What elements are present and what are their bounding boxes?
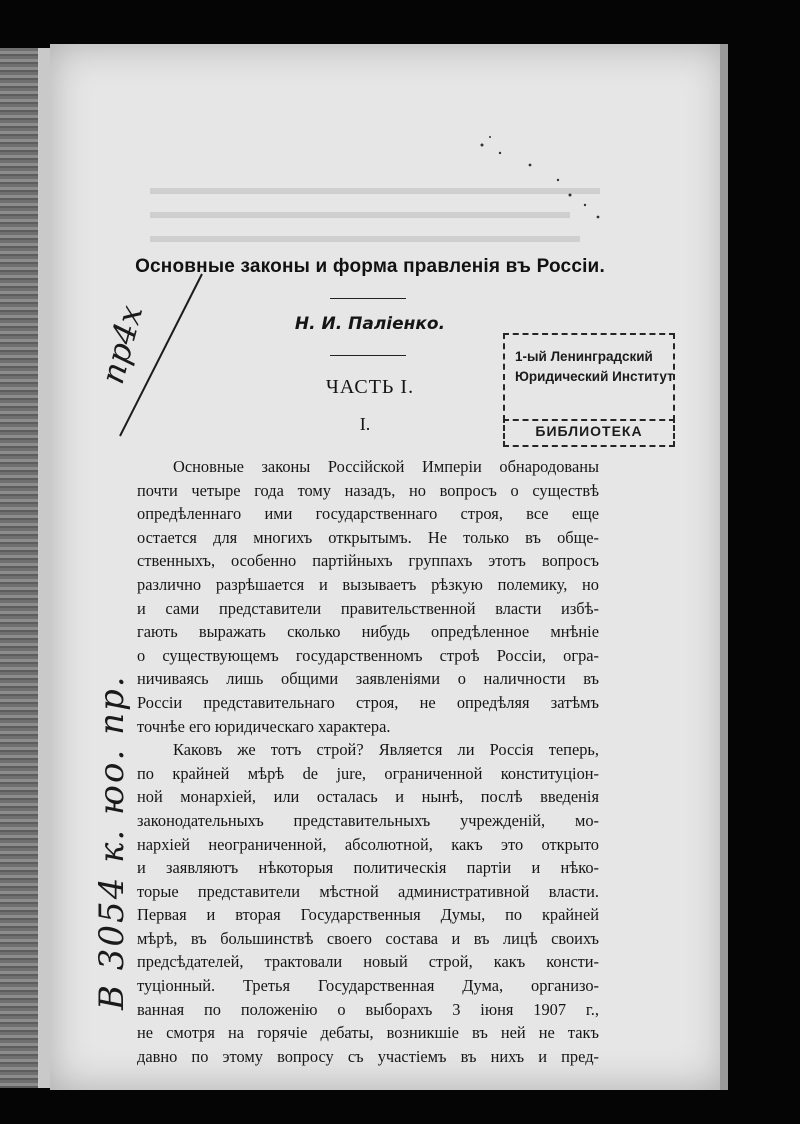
text-line: Россіи представительнаго строя, не опредѣляя затѣмъ [137,692,599,712]
text-line: Каковъ же тотъ строй? Является ли Россія теперь, [173,740,599,760]
text-line: ванная по положенію о выборахъ 3 іюня 1907 г., [137,999,599,1019]
stamp-line-1: 1-ый Ленинградский [515,349,653,364]
text-line: Основные законы Россійской Имперіи обнародованы [173,457,599,476]
text-line: остается для многихъ открытымъ. Не только въ обще- [137,527,599,547]
part-heading: ЧАСТЬ I. [325,376,415,398]
text-line: давно по этому вопросу съ участіемъ въ нихъ и пред- [137,1046,599,1066]
ink-specks [470,125,620,235]
text-line: законодательныхъ представительныхъ учрежденій, мо- [137,810,599,830]
text-line: и сами представители правительственной власти избѣ- [137,598,599,618]
text-line: ной монархіей, или осталась и нынѣ, послѣ введенія [137,787,599,807]
document-title: Основные законы и форма правленія въ Россіи. [135,256,605,277]
text-line: туціонный. Третья Государственная Дума, организо- [137,976,599,996]
text-line: ничиваясь лишь общими заявленіями о наличности въ [137,669,599,689]
text-line: по крайней мѣрѣ de jure, ограниченной конституціон- [137,763,599,783]
text-line: торые представители мѣстной административной власти. [137,881,599,901]
handwritten-shelfmark: В 3054 к. юо. пр. [92,674,132,1010]
text-line: опредѣленнаго ими государственнаго строя, все еще [137,504,599,524]
text-line: ственныхъ, особенно партійныхъ группахъ этотъ вопросъ [137,551,599,571]
text-line: гають выражать сколько нибудь опредѣленное мнѣніе [137,622,599,642]
section-heading: I. [359,414,371,434]
text-line: и заявляютъ нѣкоторыя политическія партіи и нѣко- [137,858,599,878]
text-line: Первая и вторая Государственныя Думы, по крайней [137,905,599,925]
text-line: не смотря на горячіе дебаты, возникшіе въ ней не такъ [137,1023,599,1043]
text-line: предсѣдателей, трактовали новый строй, какъ консти- [137,952,599,972]
handwritten-margin-note: пр4х [93,301,151,388]
stamp-line-2: Юридический Институт [515,369,674,384]
text-line: мѣрѣ, въ большинствѣ своего состава и въ лицѣ своихъ [137,928,599,948]
bleed-through-text [150,236,580,242]
stamp-library-label: БИБЛИОТЕКА [503,417,675,447]
text-line: различно разрѣшается и вызываетъ рѣзкую полемику, но [137,574,599,594]
body-text [137,455,599,1068]
text-line: почти четыре года тому назадъ, но вопросъ о существѣ [137,480,599,500]
library-stamp [503,333,675,421]
author-name: Н. И. Паліенко. [294,314,446,334]
title-rule [330,298,406,299]
text-line: точнѣе его юридическаго характера. [137,716,391,736]
text-line: нархіей неограниченной, абсолютной, какъ это открыто [137,834,599,854]
author-rule [330,355,406,356]
text-line: о существующемъ государственномъ строѣ Россіи, огра- [137,645,599,665]
page-edge [720,44,728,1090]
